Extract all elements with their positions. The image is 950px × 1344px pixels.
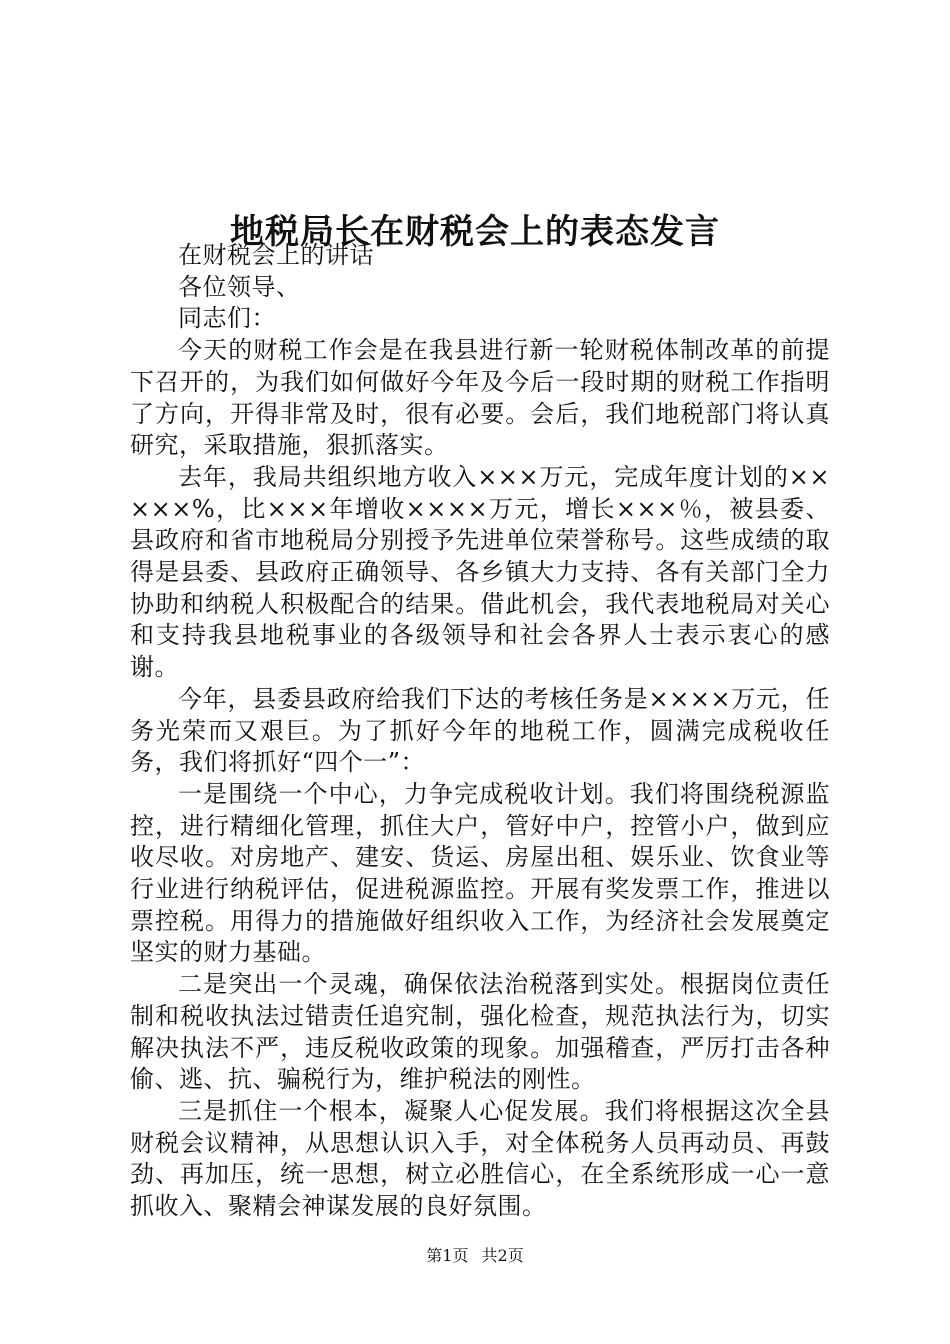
paragraph-speech-label: 在财税会上的讲话	[178, 241, 374, 269]
document-title: 地税局长在财税会上的表态发言	[230, 211, 720, 252]
paragraph-this-year-tasks: 今年，县委县政府给我们下达的考核任务是××××万元，任务光荣而又艰巨。为了抓好今年的地税工作，圆满完成税收任务，我们将抓好“四个一”：	[130, 684, 830, 777]
paragraph-intro: 今天的财税工作会是在我县进行新一轮财税体制改革的前提下召开的，为我们如何做好今年及今后一段时期的财税工作指明了方向，开得非常及时，很有必要。会后，我们地税部门将认真研究，采取措施，狠抓落实。	[130, 336, 830, 460]
page-footer	[0, 1244, 950, 1268]
page-total: 共2页	[481, 1246, 524, 1265]
paragraph-point-one: 一是围绕一个中心，力争完成税收计划。我们将围绕税源监控，进行精细化管理，抓住大户，管好中户，控管小户，做到应收尽收。对房地产、建安、货运、房屋出租、娱乐业、饮食业等行业进行纳税评估，促进税源监控。开展有奖发票工作，推进以票控税。用得力的措施做好组织收入工作，为经济社会发展奠定坚实的财力基础。	[130, 779, 830, 967]
paragraph-salutation-comrades: 同志们：	[178, 304, 276, 333]
paragraph-point-three: 三是抓住一个根本，凝聚人心促发展。我们将根据这次全县财税会议精神，从思想认识入手，对全体税务人员再动员、再鼓劲、再加压，统一思想，树立必胜信心，在全系统形成一心一意抓收入、聚精会神谋发展的良好氛围。	[130, 1096, 830, 1221]
document-body	[130, 240, 830, 1223]
paragraph-point-two: 二是突出一个灵魂，确保依法治税落到实处。根据岗位责任制和税收执法过错责任追究制，强化检查，规范执法行为，切实解决执法不严，违反税收政策的现象。加强稽查，严厉打击各种偷、逃、抗、骗税行为，维护税法的刚性。	[130, 970, 830, 1094]
paragraph-last-year-results: 去年，我局共组织地方收入×××万元，完成年度计划的×××××%，比×××年增收××××万元，增长×××％，被县委、县政府和省市地税局分别授予先进单位荣誉称号。这些成绩的取得是县委、县政府正确领导、各乡镇大力支持、各有关部门全力协助和纳税人积极配合的结果。借此机会，我代表地税局对关心和支持我县地税事业的各级领导和社会各界人士表示衷心的感谢。	[130, 462, 830, 682]
page-number: 第1页	[426, 1246, 469, 1265]
paragraph-salutation-leaders: 各位领导、	[178, 272, 301, 301]
